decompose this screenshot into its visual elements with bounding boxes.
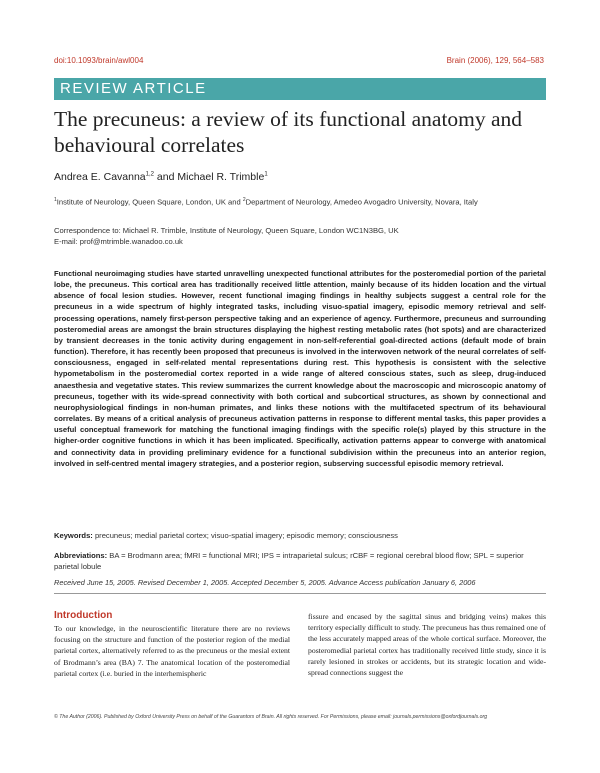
abbreviations-label: Abbreviations: <box>54 551 108 560</box>
introduction-right-column: fissure and encased by the sagittal sinus and bridging veins) makes this territory especially difficult to study. The precuneus has thus remained one of the less accurately mapped areas of the whole cortical surface. Moreover, the posteromedial parietal cortex has traditionally received little study, since it is rarely lesioned in strokes or accidents, but its strategic location and wide-spread connections suggest the <box>308 612 546 678</box>
section-divider <box>54 593 546 594</box>
affiliation-text: Institute of Neurology, Queen Square, London, UK and <box>56 197 243 207</box>
author-list <box>54 171 268 183</box>
introduction-heading: Introduction <box>54 610 113 621</box>
abstract: Functional neuroimaging studies have started unravelling unexpected functional attributes for the posteromedial portion of the parietal lobe, the precuneus. This cortical area has traditionally received little attention, mainly because of its hidden location and the virtual absence of focal lesion studies. However, recent functional imaging findings in healthy subjects suggest a central role for the precuneus in a wide spectrum of highly integrated tasks, including visuo-spatial imagery, episodic memory retrieval and self-processing operations, namely first-person perspective taking and an experience of agency. Furthermore, precuneus and surrounding posteromedial areas are amongst the brain structures displaying the highest resting metabolic rates (hot spots) and are characterized by transient decreases in the tonic activity during engagement in non-self-referential goal-directed actions (default mode of brain function). Therefore, it has recently been proposed that precuneus is involved in the interwoven network of the neural correlates of self-consciousness, engaged in self-related mental representations during rest. This hypothesis is consistent with the selective hypometabolism in the posteromedial cortex reported in a wide range of altered conscious states, such as sleep, drug-induced anaesthesia and vegetative states. This review summarizes the current knowledge about the macroscopic and microscopic anatomy of precuneus, together with its wide-spread connectivity with both cortical and subcortical structures, as shown by connectional and neurophysiological findings in non-human primates, and links these notions with the multifaceted spectrum of its behavioural correlates. By means of a critical analysis of precuneus activation patterns in response to different mental tasks, this paper provides a useful conceptual framework for matching the functional imaging findings with the specific role(s) played by this structure in the higher-order cognitive functions in which it has been implicated. Specifically, activation patterns appear to converge with anatomical and connectivity data in providing preliminary evidence for a functional subdivision within the precuneus into an anterior region, involved in self-centred mental imagery strategies, and a posterior region, subserving successful episodic memory retrieval. <box>54 269 546 468</box>
received-dates: Received June 15, 2005. Revised December 1, 2005. Accepted December 5, 2005. Advance Access publication January 6, 2006 <box>54 578 476 587</box>
journal-citation: Brain (2006), 129, 564–583 <box>446 56 544 65</box>
affiliation-text: Department of Neurology, Amedeo Avogadro University, Novara, Italy <box>245 197 478 207</box>
keywords-text: precuneus; medial parietal cortex; visuo-spatial imagery; episodic memory; consciousness <box>92 531 398 540</box>
paper-title: The precuneus: a review of its functional anatomy and behavioural correlates <box>54 107 523 157</box>
affiliation-mark: 2 <box>242 197 246 203</box>
correspondence-address: Correspondence to: Michael R. Trimble, Institute of Neurology, Queen Square, London WC1N3BG, UK <box>54 226 399 235</box>
copyright-footer: © The Author (2006). Published by Oxford University Press on behalf of the Guarantors of Brain. All rights reserved. For Permissions, please email: journals.permissions@oxfordjournals.org <box>54 714 488 720</box>
doi-link[interactable]: doi:10.1093/brain/awl004 <box>54 56 144 65</box>
correspondence-email[interactable]: E-mail: prof@mtrimble.wanadoo.co.uk <box>54 237 183 246</box>
introduction-left-column: To our knowledge, in the neuroscientific literature there are no reviews focusing on the structure and function of the posterior region of the medial parietal cortex, alternatively referred to as the precuneus or the mesial extent of Brodmann’s area (BA) 7. The anatomical location of the posteromedial parietal cortex (i.e. buried in the interhemispheric <box>54 624 290 678</box>
section-banner: REVIEW ARTICLE <box>54 78 546 100</box>
author-name: Andrea E. Cavanna <box>54 171 146 183</box>
affiliations <box>54 195 544 208</box>
correspondence <box>54 225 544 247</box>
keywords <box>54 531 546 540</box>
affiliation-mark: 1 <box>54 197 57 203</box>
abbreviations <box>54 550 546 572</box>
abbreviations-text: BA = Brodmann area; fMRI = functional MRI; IPS = intraparietal sulcus; rCBF = regional cerebral blood flow; SPL = superior parietal lobule <box>54 551 524 571</box>
author-name: Michael R. Trimble <box>177 171 265 183</box>
author-conjunction: and <box>154 171 178 183</box>
author-affiliation-mark: 1 <box>264 171 268 178</box>
author-affiliation-mark: 1,2 <box>145 171 154 178</box>
keywords-label: Keywords: <box>54 531 93 540</box>
